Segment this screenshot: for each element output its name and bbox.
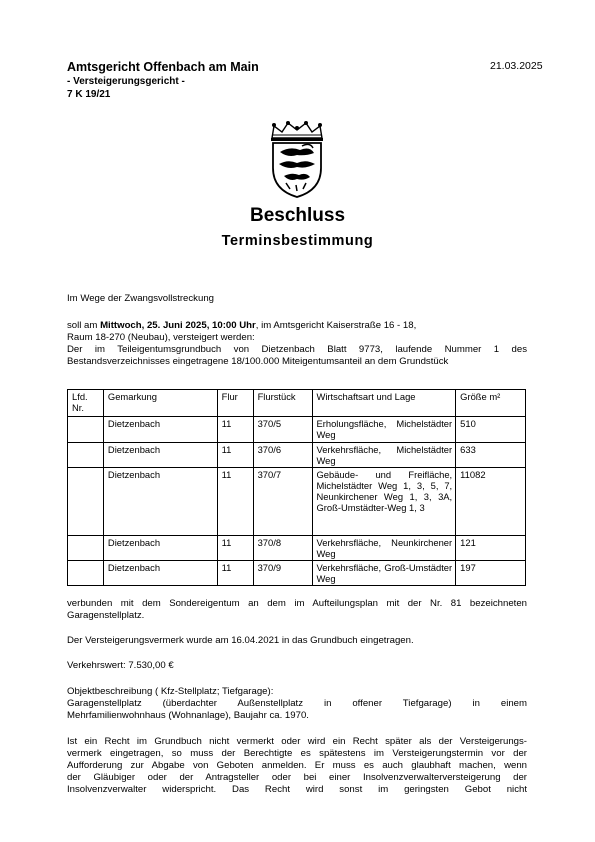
property-description — [67, 344, 527, 368]
col-header: Wirtschaftsart und Lage — [312, 390, 456, 417]
table-cell: 370/9 — [253, 561, 312, 586]
table-cell: Dietzenbach — [103, 443, 217, 468]
table-cell: Gebäude- und Freifläche, Michelstädter Weg 1, 3, 5, 7, Neunkirchener Weg 1, 3, 3A, Groß-Umstädter-Weg 1, 3 — [312, 468, 456, 536]
table-cell: Dietzenbach — [103, 536, 217, 561]
parcel-table — [67, 389, 526, 586]
table-cell: Dietzenbach — [103, 561, 217, 586]
table-cell: Verkehrsfläche, Michelstädter Weg — [312, 443, 456, 468]
verkehrswert: Verkehrswert: 7.530,00 € — [67, 660, 174, 671]
objektbeschreibung-paragraph — [67, 686, 527, 722]
table-cell: 11 — [217, 468, 253, 536]
table-cell: Erholungsfläche, Michelstädter Weg — [312, 417, 456, 443]
table-cell: Dietzenbach — [103, 468, 217, 536]
table-cell: 370/8 — [253, 536, 312, 561]
recht-line-1: Ist ein Recht im Grundbuch nicht vermerkt oder wird ein Recht später als der Versteigerungs- — [67, 736, 527, 747]
property-line-1: Der im Teileigentumsgrundbuch von Dietzenbach Blatt 9773, laufende Nummer 1 des — [67, 344, 527, 355]
table-header-row — [68, 390, 526, 417]
table-cell: 11 — [217, 417, 253, 443]
auction-date: Mittwoch, 25. Juni 2025, 10:00 Uhr — [100, 320, 256, 331]
col-header: Flurstück — [253, 390, 312, 417]
hessen-coat-of-arms-icon — [266, 120, 328, 198]
document-subtitle: Terminsbestimmung — [221, 233, 374, 249]
table-row — [68, 417, 526, 443]
table-cell: 11082 — [456, 468, 526, 536]
date-line-prefix: soll am — [67, 320, 101, 331]
objekt-line-3: Mehrfamilienwohnhaus (Wohnanlage), Baujahr ca. 1970. — [67, 710, 309, 721]
table-cell — [68, 417, 104, 443]
file-number: 7 K 19/21 — [67, 89, 111, 100]
col-header: Größe m² — [456, 390, 526, 417]
table-cell — [68, 443, 104, 468]
col-header: Lfd. Nr. — [68, 390, 104, 417]
date-line — [67, 320, 416, 332]
table-cell — [68, 561, 104, 586]
court-name: Amtsgericht Offenbach am Main — [67, 60, 259, 74]
table-cell: 11 — [217, 443, 253, 468]
table-cell: 11 — [217, 536, 253, 561]
sondereigentum-line-2: Garagenstellplatz. — [67, 610, 145, 621]
recht-line-5: Insolvenzverwalter widerspricht. Das Recht wird sonst im geringsten Gebot nicht — [67, 784, 527, 795]
table-cell: 510 — [456, 417, 526, 443]
table-cell: 370/6 — [253, 443, 312, 468]
table-cell — [68, 468, 104, 536]
versteigerungsvermerk: Der Versteigerungsvermerk wurde am 16.04.2021 in das Grundbuch eingetragen. — [67, 635, 414, 646]
table-row — [68, 468, 526, 536]
property-line-2: Bestandsverzeichnisses eingetragene 18/100.000 Miteigentumsanteil an dem Grundstück — [67, 356, 449, 367]
recht-line-2: vermerk eingetragen, so muss der Berechtigte es spätestens im Versteigerungstermin vor der — [67, 748, 527, 759]
col-header: Gemarkung — [103, 390, 217, 417]
table-cell: Verkehrsfläche, Neunkirchener Weg — [312, 536, 456, 561]
intro-text: Im Wege der Zwangsvollstreckung — [67, 293, 214, 304]
recht-line-4: der Gläubiger oder der Antragsteller oder bei einer Insolvenzverwalterversteigerung der — [67, 772, 527, 783]
table-cell: 633 — [456, 443, 526, 468]
table-row — [68, 561, 526, 586]
date-line-suffix: , im Amtsgericht Kaiserstraße 16 - 18, — [255, 320, 417, 331]
table-cell: 11 — [217, 561, 253, 586]
table-row — [68, 536, 526, 561]
room-line: Raum 18-270 (Neubau), versteigert werden: — [67, 332, 255, 343]
table-cell: 370/7 — [253, 468, 312, 536]
document-title: Beschluss — [249, 205, 346, 226]
recht-paragraph — [67, 736, 527, 796]
table-cell: 370/5 — [253, 417, 312, 443]
col-header: Flur — [217, 390, 253, 417]
table-cell: Verkehrsfläche, Groß-Umstädter Weg — [312, 561, 456, 586]
document-date: 21.03.2025 — [490, 60, 543, 72]
table-cell: 197 — [456, 561, 526, 586]
sondereigentum-paragraph — [67, 598, 527, 622]
objekt-line-2: Garagenstellplatz (überdachter Außenstellplatz in offener Tiefgarage) in einem — [67, 698, 527, 709]
table-cell — [68, 536, 104, 561]
recht-line-3: Aufforderung zur Abgabe von Geboten anmelden. Er muss es auch glaubhaft machen, wenn — [67, 760, 527, 771]
objekt-line-1: Objektbeschreibung ( Kfz-Stellplatz; Tiefgarage): — [67, 686, 274, 697]
sondereigentum-line-1: verbunden mit dem Sondereigentum an dem im Aufteilungsplan mit der Nr. 81 bezeichneten — [67, 598, 527, 609]
court-department: - Versteigerungsgericht - — [67, 76, 185, 87]
table-cell: Dietzenbach — [103, 417, 217, 443]
table-row — [68, 443, 526, 468]
table-cell: 121 — [456, 536, 526, 561]
